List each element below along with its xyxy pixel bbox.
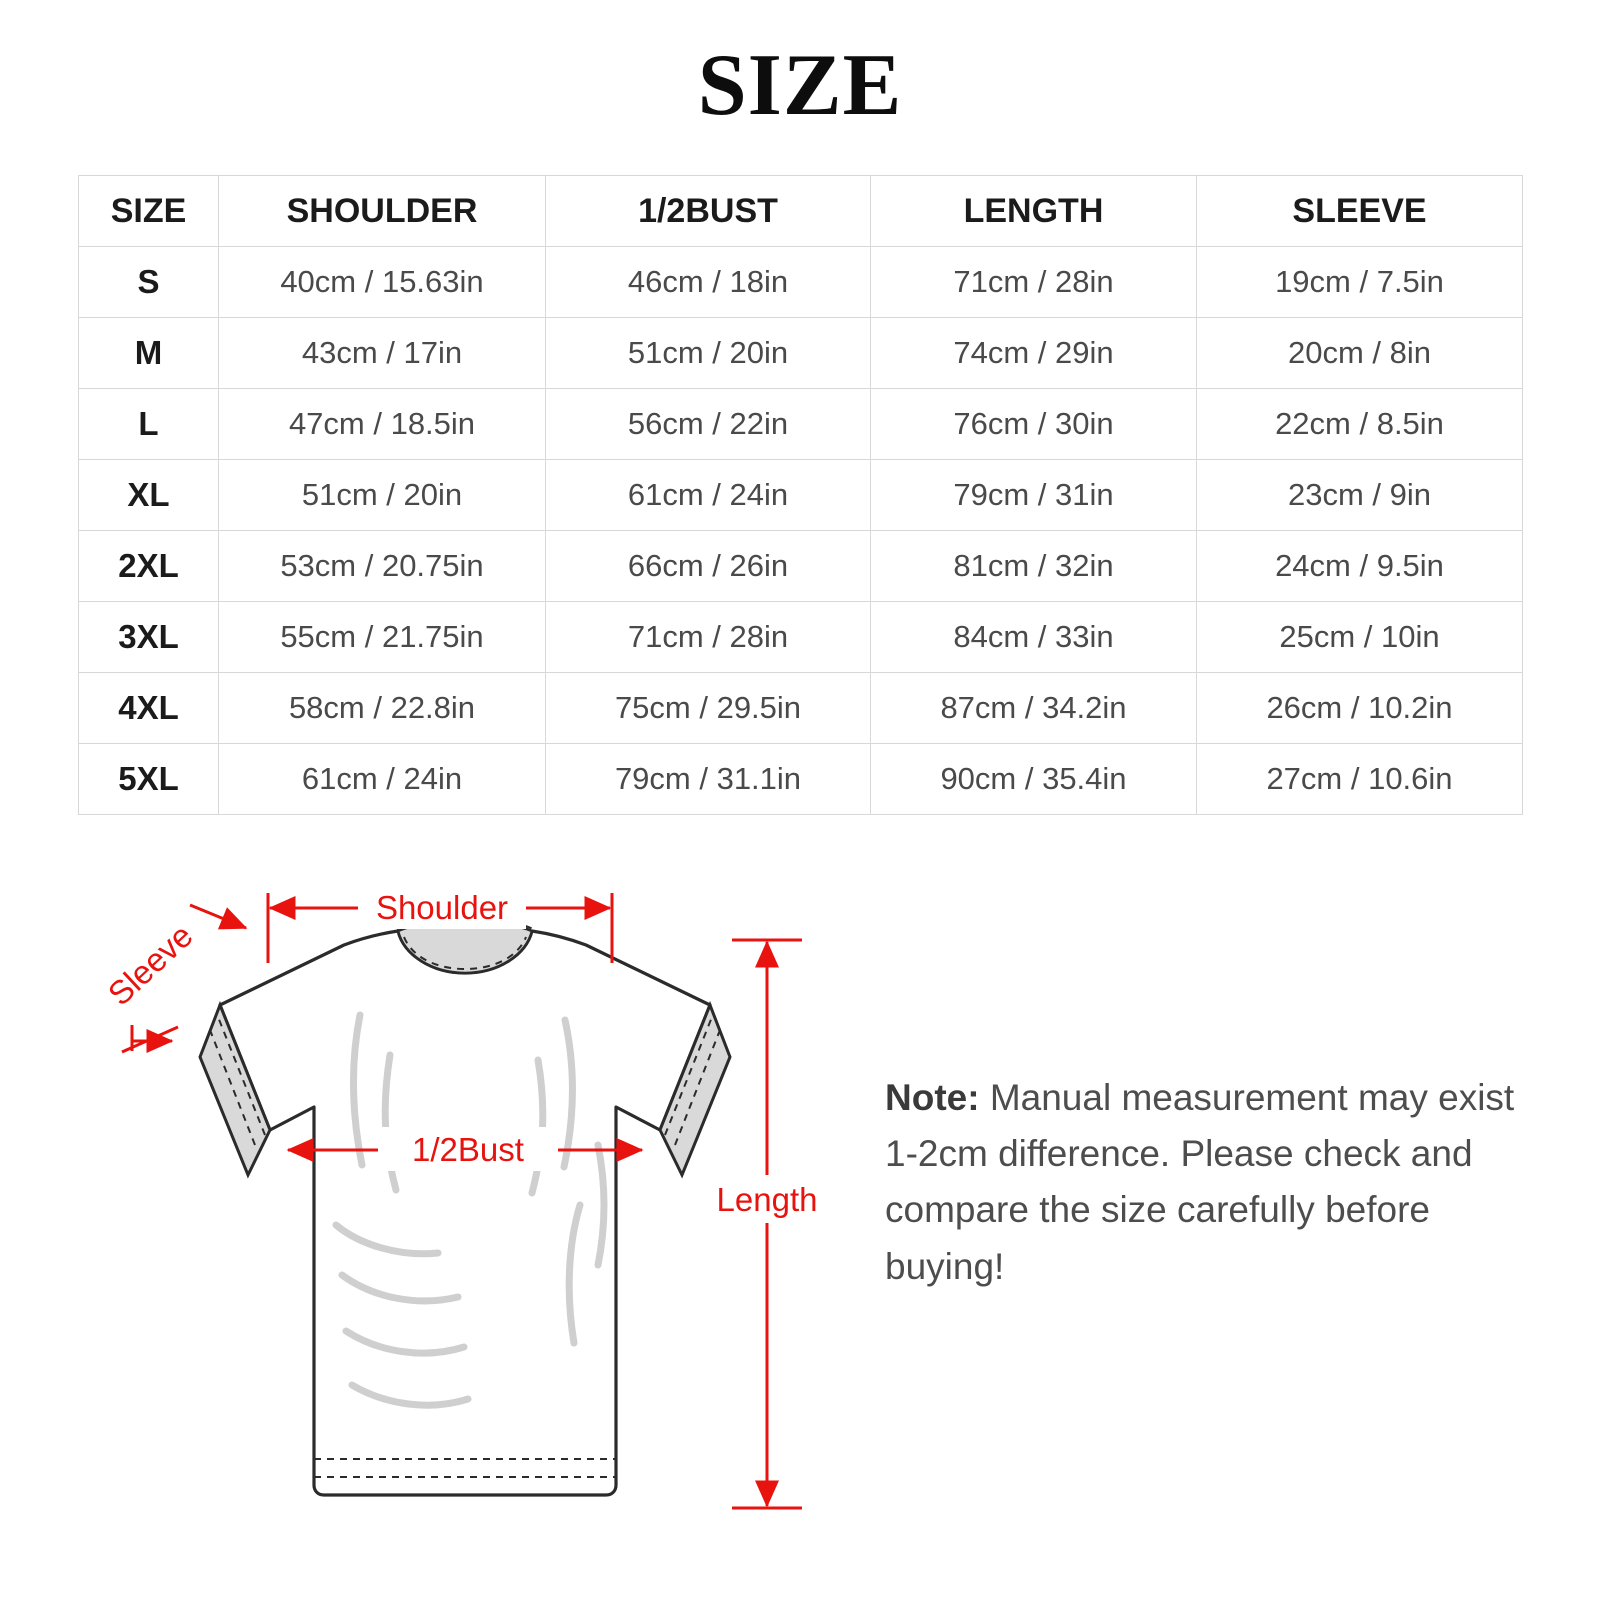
- cell-shoulder: 43cm / 17in: [219, 318, 546, 389]
- cell-length: 79cm / 31in: [871, 460, 1197, 531]
- cell-bust: 66cm / 26in: [546, 531, 871, 602]
- note-label: Note:: [885, 1077, 980, 1118]
- cell-size: L: [79, 389, 219, 460]
- measurement-diagram: [60, 845, 860, 1575]
- cell-bust: 75cm / 29.5in: [546, 673, 871, 744]
- size-table: [78, 175, 1523, 815]
- cell-sleeve: 20cm / 8in: [1197, 318, 1523, 389]
- cell-size: 5XL: [79, 744, 219, 815]
- cell-length: 74cm / 29in: [871, 318, 1197, 389]
- cell-length: 90cm / 35.4in: [871, 744, 1197, 815]
- cell-bust: 51cm / 20in: [546, 318, 871, 389]
- tshirt-illustration: [200, 918, 730, 1495]
- cell-size: M: [79, 318, 219, 389]
- cell-sleeve: 27cm / 10.6in: [1197, 744, 1523, 815]
- cell-length: 84cm / 33in: [871, 602, 1197, 673]
- shoulder-label: Shoulder: [375, 889, 509, 926]
- cell-bust: 56cm / 22in: [546, 389, 871, 460]
- cell-shoulder: 61cm / 24in: [219, 744, 546, 815]
- column-header-length: LENGTH: [871, 176, 1197, 247]
- cell-size: 4XL: [79, 673, 219, 744]
- cell-size: 3XL: [79, 602, 219, 673]
- half-bust-label: 1/2Bust: [412, 1131, 524, 1168]
- cell-shoulder: 51cm / 20in: [219, 460, 546, 531]
- cell-size: 2XL: [79, 531, 219, 602]
- cell-shoulder: 53cm / 20.75in: [219, 531, 546, 602]
- cell-sleeve: 25cm / 10in: [1197, 602, 1523, 673]
- cell-bust: 46cm / 18in: [546, 247, 871, 318]
- cell-sleeve: 23cm / 9in: [1197, 460, 1523, 531]
- table-row: [79, 531, 1523, 602]
- sleeve-label: Sleeve: [100, 916, 200, 1013]
- table-row: [79, 744, 1523, 815]
- cell-shoulder: 58cm / 22.8in: [219, 673, 546, 744]
- cell-shoulder: 40cm / 15.63in: [219, 247, 546, 318]
- cell-sleeve: 19cm / 7.5in: [1197, 247, 1523, 318]
- column-header-bust: 1/2BUST: [546, 176, 871, 247]
- cell-sleeve: 22cm / 8.5in: [1197, 389, 1523, 460]
- table-row: [79, 602, 1523, 673]
- table-row: [79, 318, 1523, 389]
- note-body: Manual measurement may exist 1-2cm difference. Please check and compare the size carefully before buying!: [885, 1077, 1515, 1287]
- cell-bust: 79cm / 31.1in: [546, 744, 871, 815]
- cell-length: 71cm / 28in: [871, 247, 1197, 318]
- cell-sleeve: 24cm / 9.5in: [1197, 531, 1523, 602]
- column-header-shoulder: SHOULDER: [219, 176, 546, 247]
- cell-bust: 61cm / 24in: [546, 460, 871, 531]
- cell-shoulder: 47cm / 18.5in: [219, 389, 546, 460]
- cell-bust: 71cm / 28in: [546, 602, 871, 673]
- note-text: [885, 1070, 1545, 1295]
- length-label: Length: [716, 1181, 818, 1218]
- page-title: SIZE: [697, 37, 903, 134]
- table-row: [79, 389, 1523, 460]
- cell-size: XL: [79, 460, 219, 531]
- column-header-size: SIZE: [79, 176, 219, 247]
- table-row: [79, 460, 1523, 531]
- cell-length: 76cm / 30in: [871, 389, 1197, 460]
- cell-sleeve: 26cm / 10.2in: [1197, 673, 1523, 744]
- cell-length: 87cm / 34.2in: [871, 673, 1197, 744]
- table-header-row: [79, 176, 1523, 247]
- table-row: [79, 673, 1523, 744]
- cell-length: 81cm / 32in: [871, 531, 1197, 602]
- length-measure: [708, 940, 828, 1508]
- table-row: [79, 247, 1523, 318]
- cell-shoulder: 55cm / 21.75in: [219, 602, 546, 673]
- cell-size: S: [79, 247, 219, 318]
- column-header-sleeve: SLEEVE: [1197, 176, 1523, 247]
